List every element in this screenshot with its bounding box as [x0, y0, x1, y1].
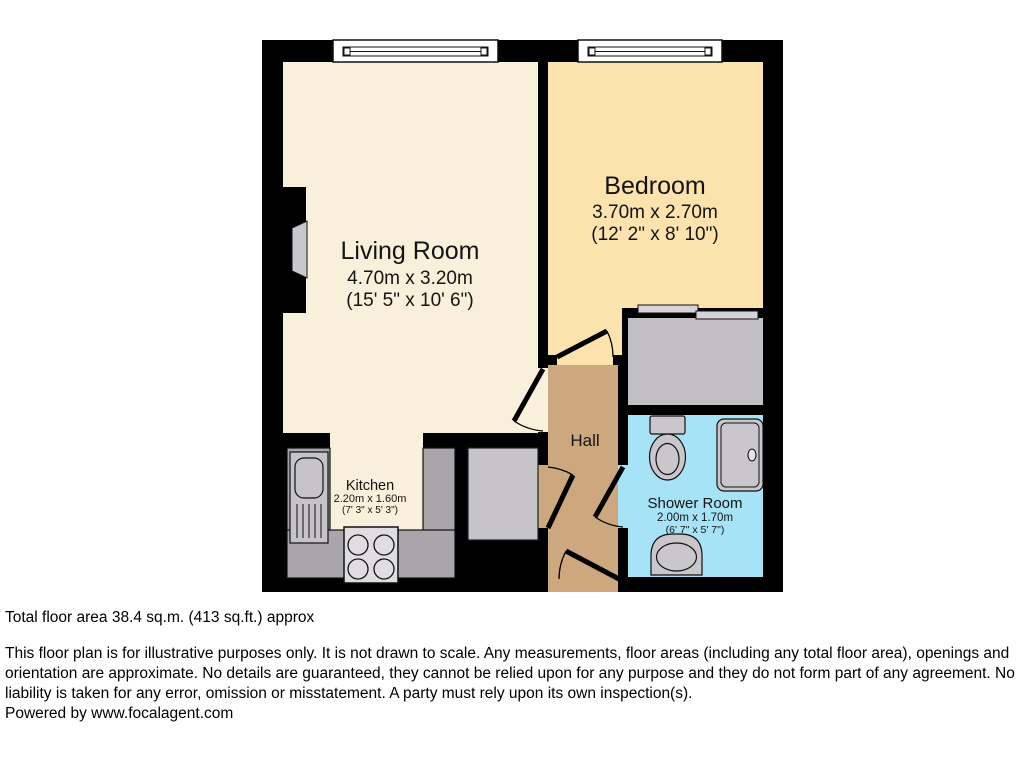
powered-by-text: Powered by www.focalagent.com: [5, 705, 234, 722]
bedroom-door-opening: [557, 355, 613, 365]
hob-icon: [344, 527, 398, 583]
kitchen-sink-icon: [290, 452, 328, 543]
shower-room-imperial: (6' 7" x 5' 7"): [665, 524, 725, 536]
hall-cupboard: [468, 448, 538, 540]
bedroom-label: Bedroom: [604, 172, 706, 200]
kitchen-label: Kitchen: [345, 478, 395, 494]
toilet-icon: [650, 416, 686, 480]
total-floor-area: Total floor area 38.4 sq.m. (413 sq.ft.) approx: [5, 609, 315, 626]
bedroom-imperial: (12' 2" x 8' 10"): [591, 224, 719, 245]
storage-room-floor: [628, 318, 763, 405]
living-room-imperial: (15' 5" x 10' 6"): [346, 290, 474, 311]
disclaimer-text: This floor plan is for illustrative purposes only. It is not drawn to scale. Any measurements, floor areas (including any total floor area), openings and orientation are approximate. No details are guaranteed, they cannot be relied upon for any purpose and they do not form part of any agreement. No liability is taken for any error, omission or misstatement. A party must rely upon its own inspection(s).: [5, 645, 1015, 702]
cupboard-door-opening: [538, 465, 548, 528]
shower-tray-icon: [717, 419, 763, 491]
living-room-label: Living Room: [340, 237, 480, 265]
footer-text: [5, 608, 1017, 724]
hall-label: Hall: [570, 431, 600, 450]
fireplace-icon: [283, 187, 307, 313]
window-icon: [578, 40, 722, 62]
bedroom-floor-lower: [548, 308, 622, 355]
counter-right: [423, 448, 455, 535]
window-icon: [333, 40, 498, 62]
shower-room-label: Shower Room: [647, 495, 743, 512]
basin-icon: [651, 534, 702, 575]
kitchen-imperial: (7' 3" x 5' 3"): [342, 505, 398, 516]
bedroom-metric: 3.70m x 2.70m: [592, 202, 718, 223]
kitchen-metric: 2.20m x 1.60m: [333, 493, 407, 505]
living-room-metric: 4.70m x 3.20m: [347, 268, 473, 289]
shower-room-metric: 2.00m x 1.70m: [656, 512, 734, 524]
